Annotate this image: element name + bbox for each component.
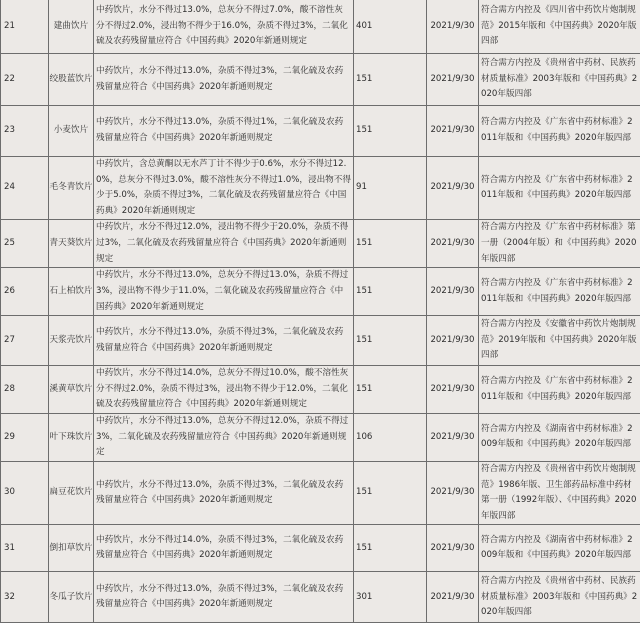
quality-standard: 中药饮片，水分不得过14.0%，总灰分不得过10.0%，酸不溶性灰分不得过2.0%，杂质不得过3%，浸出物不得少于12.0%，二氧化硫及农药残留量应符合《中国药典》2020年新通则规定 <box>94 366 354 414</box>
batch-count: 301 <box>354 572 427 623</box>
quality-standard: 中药饮片，水分不得过13.0%，杂质不得过1%，二氧化硫及农药残留量应符合《中国药典》2020年新通则规定 <box>94 106 354 157</box>
row-number: 22 <box>1 54 49 106</box>
row-number: 27 <box>1 316 49 366</box>
quality-standard: 中药饮片，水分不得过12.0%，浸出物不得少于20.0%，杂质不得过3%，二氧化硫及农药残留量应符合《中国药典》2020年新通则规定 <box>94 220 354 268</box>
conclusion: 符合需方内控及《四川省中药饮片炮制规范》2015年版和《中国药典》2020年版四部 <box>479 0 640 54</box>
conclusion: 符合需方内控及《广东省中药材标准》第一册（2004年版）和《中国药典》2020年版四部 <box>479 220 640 268</box>
inspection-date: 2021/9/30 <box>427 268 479 316</box>
inspection-date: 2021/9/30 <box>427 461 479 524</box>
table-row <box>1 268 640 316</box>
batch-count: 91 <box>354 157 427 220</box>
batch-count: 401 <box>354 0 427 54</box>
batch-count: 106 <box>354 413 427 461</box>
batch-count: 151 <box>354 268 427 316</box>
product-name: 绞股蓝饮片 <box>49 54 94 106</box>
product-name: 小麦饮片 <box>49 106 94 157</box>
inspection-date: 2021/9/30 <box>427 0 479 54</box>
conclusion: 符合需方内控及《广东省中药材标准》2011年版和《中国药典》2020年版四部 <box>479 366 640 414</box>
row-number: 25 <box>1 220 49 268</box>
product-name: 溪黄草饮片 <box>49 366 94 414</box>
quality-standard: 中药饮片，水分不得过13.0%，总灰分不得过12.0%，杂质不得过3%，二氧化硫及农药残留量应符合《中国药典》2020年新通则规定 <box>94 413 354 461</box>
conclusion: 符合需方内控及《广东省中药材标准》2011年版和《中国药典》2020年版四部 <box>479 157 640 220</box>
table-row <box>1 461 640 524</box>
inspection-date: 2021/9/30 <box>427 572 479 623</box>
inspection-date: 2021/9/30 <box>427 525 479 572</box>
product-name: 扁豆花饮片 <box>49 461 94 524</box>
table-row <box>1 525 640 572</box>
product-name: 天浆壳饮片 <box>49 316 94 366</box>
row-number: 30 <box>1 461 49 524</box>
conclusion: 符合需方内控及《贵州省中药饮片炮制规范》1986年版、卫生部药品标准中药材第一册（1992年版）、《中国药典》2020年版四部 <box>479 461 640 524</box>
quality-standard: 中药饮片，含总黄酮以无水芦丁计不得少于0.6%，水分不得过12.0%，总灰分不得过3.0%，酸不溶性灰分不得过1.0%，浸出物不得少于5.0%，杂质不得过3%，二氧化硫及农药残留量应符合《中国药典》2020年新通则规定 <box>94 157 354 220</box>
inspection-date: 2021/9/30 <box>427 366 479 414</box>
table-row <box>1 572 640 623</box>
quality-standard: 中药饮片，水分不得过13.0%，杂质不得过3%，二氧化硫及农药残留量应符合《中国药典》2020年新通则规定 <box>94 461 354 524</box>
batch-count: 151 <box>354 461 427 524</box>
inspection-date: 2021/9/30 <box>427 316 479 366</box>
row-number: 26 <box>1 268 49 316</box>
quality-standard: 中药饮片，水分不得过13.0%，总灰分不得过13.0%，杂质不得过3%，浸出物不得少于11.0%，二氧化硫及农药残留量应符合《中国药典》2020年新通则规定 <box>94 268 354 316</box>
row-number: 32 <box>1 572 49 623</box>
product-name: 建曲饮片 <box>49 0 94 54</box>
batch-count: 151 <box>354 366 427 414</box>
row-number: 21 <box>1 0 49 54</box>
product-name: 倒扣草饮片 <box>49 525 94 572</box>
table-row <box>1 220 640 268</box>
table-row <box>1 54 640 106</box>
quality-standard: 中药饮片，水分不得过13.0%，杂质不得过3%，二氧化硫及农药残留量应符合《中国药典》2020年新通则规定 <box>94 316 354 366</box>
product-name: 青天葵饮片 <box>49 220 94 268</box>
row-number: 29 <box>1 413 49 461</box>
table-row <box>1 106 640 157</box>
batch-count: 151 <box>354 220 427 268</box>
batch-count: 151 <box>354 54 427 106</box>
inspection-date: 2021/9/30 <box>427 220 479 268</box>
inspection-date: 2021/9/30 <box>427 157 479 220</box>
product-name: 冬瓜子饮片 <box>49 572 94 623</box>
product-name: 叶下珠饮片 <box>49 413 94 461</box>
quality-standard: 中药饮片，水分不得过13.0%，杂质不得过3%，二氧化硫及农药残留量应符合《中国药典》2020年新通则规定 <box>94 572 354 623</box>
table-row <box>1 316 640 366</box>
conclusion: 符合需方内控及《广东省中药材标准》2011年版和《中国药典》2020年版四部 <box>479 268 640 316</box>
conclusion: 符合需方内控及《贵州省中药材、民族药材质量标准》2003年版和《中国药典》2020年版四部 <box>479 54 640 106</box>
conclusion: 符合需方内控及《湖南省中药材标准》2009年版和《中国药典》2020年版四部 <box>479 413 640 461</box>
row-number: 28 <box>1 366 49 414</box>
batch-count: 151 <box>354 106 427 157</box>
conclusion: 符合需方内控及《广东省中药材标准》2011年版和《中国药典》2020年版四部 <box>479 106 640 157</box>
row-number: 24 <box>1 157 49 220</box>
conclusion: 符合需方内控及《安徽省中药饮片炮制规范》2019年版和《中国药典》2020年版四部 <box>479 316 640 366</box>
table-row <box>1 413 640 461</box>
product-name: 毛冬青饮片 <box>49 157 94 220</box>
quality-standard: 中药饮片，水分不得过13.0%，总灰分不得过7.0%，酸不溶性灰分不得过2.0%，浸出物不得少于16.0%，杂质不得过3%，二氧化硫及农药残留量应符合《中国药典》2020年新通则规定 <box>94 0 354 54</box>
batch-count: 151 <box>354 525 427 572</box>
inspection-date: 2021/9/30 <box>427 413 479 461</box>
conclusion: 符合需方内控及《贵州省中药材、民族药材质量标准》2003年版和《中国药典》2020年版四部 <box>479 572 640 623</box>
table-row <box>1 0 640 54</box>
row-number: 23 <box>1 106 49 157</box>
inspection-date: 2021/9/30 <box>427 106 479 157</box>
quality-standard: 中药饮片，水分不得过14.0%，杂质不得过3%，二氧化硫及农药残留量应符合《中国药典》2020年新通则规定 <box>94 525 354 572</box>
product-name: 石上柏饮片 <box>49 268 94 316</box>
quality-standard: 中药饮片，水分不得过13.0%，杂质不得过3%，二氧化硫及农药残留量应符合《中国药典》2020年新通则规定 <box>94 54 354 106</box>
conclusion: 符合需方内控及《湖南省中药材标准》2009年版和《中国药典》2020年版四部 <box>479 525 640 572</box>
inspection-date: 2021/9/30 <box>427 54 479 106</box>
batch-count: 151 <box>354 316 427 366</box>
table-row <box>1 157 640 220</box>
table-row <box>1 366 640 414</box>
row-number: 31 <box>1 525 49 572</box>
